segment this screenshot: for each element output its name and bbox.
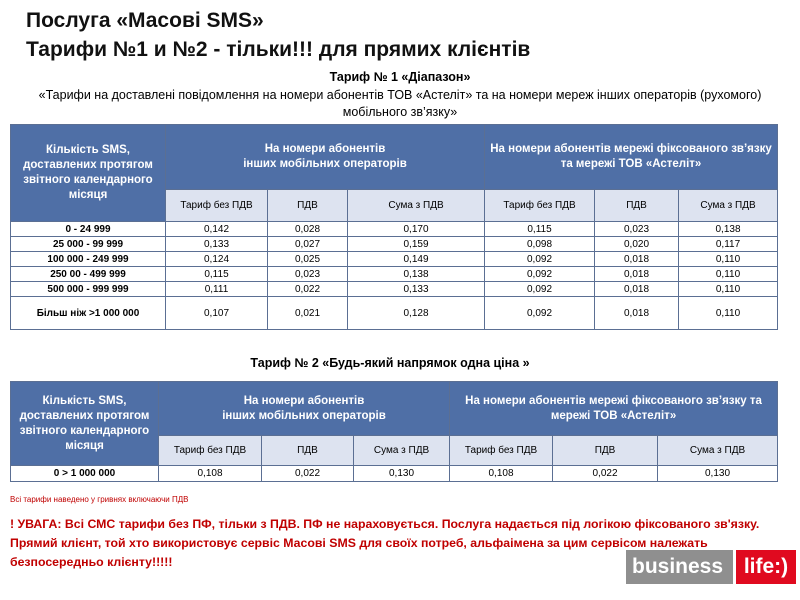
row-value: 0,092	[485, 267, 595, 282]
tariff1-fixed-header: На номери абонентів мережі фіксованого зв’язку та мережі ТОВ «Астеліт»	[485, 125, 778, 190]
sub-header: Сума з ПДВ	[348, 190, 485, 222]
sub-header: Тариф без ПДВ	[485, 190, 595, 222]
row-value: 0,133	[166, 237, 268, 252]
warning-text: ! УВАГА: Всі СМС тарифи без ПФ, тільки з ПДВ. ПФ не нараховується. Послуга надається під логікою фіксованого зв'язку. Прямий клієнт, той хто використовує сервіс Масові SMS для своїх потреб, альфаімена за цим сервісом належать безпосередньо клієнту!!!!!	[10, 517, 760, 569]
logo-life: life:)	[736, 550, 796, 584]
row-value: 0,117	[679, 237, 778, 252]
row-range: 250 00 - 499 999	[11, 267, 166, 282]
business-life-logo	[626, 550, 796, 584]
row-range: Більш ніж >1 000 000	[11, 297, 166, 330]
row-value: 0,111	[166, 282, 268, 297]
sub-header: ПДВ	[595, 190, 679, 222]
row-value: 0,110	[679, 282, 778, 297]
tariff2-mobile-header-line1: На номери абонентів	[243, 394, 365, 407]
row-value: 0,159	[348, 237, 485, 252]
tariff2-qty-header: Кількість SMS, доставлених протягом звітного календарного місяця	[11, 382, 159, 466]
row-value: 0,020	[595, 237, 679, 252]
table-row	[11, 252, 778, 267]
row-value: 0,018	[595, 282, 679, 297]
row-value: 0,023	[595, 222, 679, 237]
row-value: 0,130	[354, 466, 450, 482]
row-value: 0,092	[485, 297, 595, 330]
row-value: 0,092	[485, 282, 595, 297]
row-value: 0,018	[595, 267, 679, 282]
row-value: 0,018	[595, 252, 679, 267]
sub-header: Сума з ПДВ	[658, 436, 778, 466]
table-row	[11, 282, 778, 297]
tariff2-fixed-header: На номери абонентів мережі фіксованого зв’язку та мережі ТОВ «Астеліт»	[450, 382, 778, 436]
row-value: 0,025	[268, 252, 348, 267]
tariff1-mobile-header	[166, 125, 485, 190]
row-value: 0,133	[348, 282, 485, 297]
row-value: 0,098	[485, 237, 595, 252]
table-row	[11, 237, 778, 252]
row-value: 0,092	[485, 252, 595, 267]
row-value: 0,108	[159, 466, 262, 482]
row-value: 0,149	[348, 252, 485, 267]
row-value: 0,110	[679, 267, 778, 282]
row-value: 0,022	[262, 466, 354, 482]
tariff2-mobile-header	[159, 382, 450, 436]
row-value: 0,108	[450, 466, 553, 482]
sub-header: Сума з ПДВ	[354, 436, 450, 466]
table-row	[11, 297, 778, 330]
sub-header: ПДВ	[262, 436, 354, 466]
tariff1-table	[10, 124, 778, 330]
sub-header: Тариф без ПДВ	[159, 436, 262, 466]
tariff1-title: Тариф № 1 «Діапазон»	[329, 70, 471, 84]
row-value: 0,018	[595, 297, 679, 330]
page-title	[26, 6, 530, 64]
row-value: 0,115	[166, 267, 268, 282]
table-row	[11, 267, 778, 282]
table-row	[11, 222, 778, 237]
row-value: 0,138	[679, 222, 778, 237]
row-value: 0,028	[268, 222, 348, 237]
tariff1-subtitle: «Тарифи на доставлені повідомлення на номери абонентів ТОВ «Астеліт» та на номери мереж інших операторів (рухомого) мобільного зв’язку»	[38, 88, 762, 119]
row-value: 0,022	[268, 282, 348, 297]
row-value: 0,027	[268, 237, 348, 252]
tariff2-mobile-header-line2: інших мобільних операторів	[222, 409, 386, 422]
row-range: 25 000 - 99 999	[11, 237, 166, 252]
row-value: 0,107	[166, 297, 268, 330]
tariff1-qty-header: Кількість SMS, доставлених протягом звітного календарного місяця	[11, 125, 166, 222]
row-value: 0,170	[348, 222, 485, 237]
row-value: 0,023	[268, 267, 348, 282]
row-value: 0,115	[485, 222, 595, 237]
row-value: 0,124	[166, 252, 268, 267]
sub-header: Тариф без ПДВ	[450, 436, 553, 466]
sub-header: ПДВ	[268, 190, 348, 222]
row-range: 0 > 1 000 000	[11, 466, 159, 482]
row-value: 0,128	[348, 297, 485, 330]
row-value: 0,022	[553, 466, 658, 482]
tariff1-mobile-header-line1: На номери абонентів	[264, 143, 386, 155]
table-row	[11, 466, 778, 482]
title-line-2: Тарифи №1 и №2 - тільки!!! для прямих клієнтів	[26, 38, 531, 61]
row-value: 0,130	[658, 466, 778, 482]
title-line-1: Послуга «Масові SMS»	[26, 9, 264, 32]
sub-header: Сума з ПДВ	[679, 190, 778, 222]
sub-header: ПДВ	[553, 436, 658, 466]
row-value: 0,021	[268, 297, 348, 330]
tariff2-title: Тариф № 2 «Будь-який напрямок одна ціна »	[250, 356, 530, 370]
row-range: 100 000 - 249 999	[11, 252, 166, 267]
row-value: 0,110	[679, 252, 778, 267]
tariff-note: Всі тарифи наведено у гривнях включаючи ПДВ	[10, 495, 189, 504]
row-range: 500 000 - 999 999	[11, 282, 166, 297]
tariff1-mobile-header-line2: інших мобільних операторів	[243, 158, 407, 170]
tariff2-table	[10, 381, 778, 482]
row-value: 0,110	[679, 297, 778, 330]
logo-business: business	[626, 550, 733, 584]
row-range: 0 - 24 999	[11, 222, 166, 237]
row-value: 0,142	[166, 222, 268, 237]
sub-header: Тариф без ПДВ	[166, 190, 268, 222]
row-value: 0,138	[348, 267, 485, 282]
